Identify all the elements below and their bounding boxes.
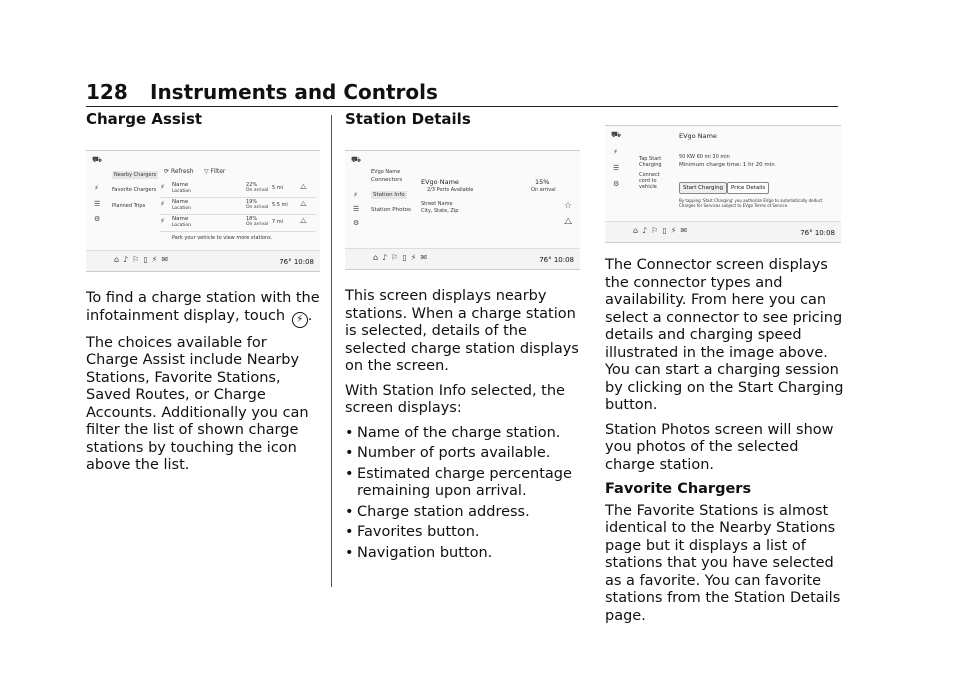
section-title: Instruments and Controls <box>150 80 438 104</box>
connector-screenshot <box>605 125 841 243</box>
street-address: Street Name <box>421 201 453 207</box>
navigate-icon[interactable]: ⧍ <box>300 217 307 225</box>
filter-button[interactable]: ▽ Filter <box>204 168 226 175</box>
settings-icon: ⚙ <box>353 219 360 227</box>
navigate-icon[interactable]: ⧍ <box>564 217 573 227</box>
charge-percent: 15% <box>535 178 550 186</box>
list-icon: ☰ <box>94 200 101 208</box>
station-row[interactable] <box>160 198 316 215</box>
station-details-para1: This screen displays nearby stations. When a charge station is selected, details of the selected charge station displays on the screen. <box>345 288 579 374</box>
temp-time-readout: 76° 10:08 <box>800 229 835 237</box>
charge-station-icon: ⚡ <box>160 183 165 191</box>
station-name: EVgo Name <box>421 178 459 186</box>
option-connect-cord[interactable]: Connect cord to vehicle <box>639 172 660 190</box>
station-location: Location <box>172 206 192 211</box>
bottom-nav-icons[interactable]: ⌂♪⚐▯⚡✉ <box>633 226 692 235</box>
charge-station-icon: ⚡ <box>160 200 165 208</box>
tab-station-info[interactable]: Station Info <box>373 192 405 198</box>
list-icon: ☰ <box>353 205 360 213</box>
column-connectors <box>605 110 845 632</box>
charge-icon: ⚡ <box>613 148 618 156</box>
intro-period: . <box>307 307 313 324</box>
arrival-label: On arrival <box>531 187 556 193</box>
tab-connectors[interactable]: Connectors <box>371 177 403 183</box>
station-details-heading: Station Details <box>345 110 471 128</box>
station-location: Location <box>172 189 192 194</box>
list-item: • Charge station address. <box>345 504 580 522</box>
column-charge-assist <box>86 110 320 482</box>
station-distance: 5.5 mi <box>272 202 288 208</box>
status-bar <box>86 250 320 271</box>
station-name: Name <box>172 199 189 205</box>
city-state-zip: City, State, Zip <box>421 208 459 214</box>
page-header <box>86 80 838 107</box>
list-item: • Navigation button. <box>345 545 580 563</box>
connector-para1: The Connector screen displays the connector types and availability. From here you can select a connector to see pricing details and charging speed illustrated in the image above. You can start a charging session by clicking on the Start Charging button. <box>605 257 844 413</box>
legal-notice: By tapping 'Start Charging' you authorize EVgo to automatically deduct Charges for Services subject to EVgo Terms of Service. <box>679 198 823 208</box>
car-icon: ⛟ <box>92 155 103 164</box>
charge-assist-heading: Charge Assist <box>86 110 203 128</box>
park-notice: Park your vehicle to view more stations. <box>172 235 273 241</box>
tab-favorite-chargers[interactable]: Favorite Chargers <box>112 187 157 193</box>
navigate-icon[interactable]: ⧍ <box>300 200 307 208</box>
charge-station-icon: ⚡ <box>160 217 165 225</box>
list-item: • Favorites button. <box>345 524 580 542</box>
connector-para2: Station Photos screen will show you photos of the selected charge station. <box>605 421 834 473</box>
list-item: • Estimated charge percentage remaining upon arrival. <box>345 466 580 501</box>
list-item: • Name of the charge station. <box>345 425 580 443</box>
charge-icon: ⚡ <box>353 191 358 199</box>
start-charging-button[interactable]: Start Charging <box>679 182 727 194</box>
station-name: Name <box>172 182 189 188</box>
station-details-para2: With Station Info selected, the screen displays: <box>345 382 565 416</box>
station-percent: 18% <box>246 216 258 222</box>
charge-assist-choices: The choices available for Charge Assist include Nearby Stations, Favorite Stations, Saved Routes, or Charge Accounts. Additionally you can filter the list of shown charge stations by touching the icon above the list. <box>86 334 309 473</box>
station-location: Location <box>172 223 192 228</box>
page-number: 128 <box>86 80 128 104</box>
favorite-star-icon[interactable]: ☆ <box>564 201 573 211</box>
settings-icon: ⚙ <box>94 215 101 223</box>
ports-available: 2/3 Ports Available <box>427 187 474 193</box>
station-distance: 5 mi <box>272 185 284 191</box>
station-arrival: On arrival <box>246 205 269 210</box>
intro-text: To find a charge station with the infotainment display, touch <box>86 290 320 324</box>
charge-icon: ⚡ <box>94 184 99 192</box>
car-icon: ⛟ <box>611 130 622 139</box>
temp-time-readout: 76° 10:08 <box>279 258 314 266</box>
bottom-nav-icons[interactable]: ⌂♪⚐▯⚡✉ <box>114 255 173 264</box>
station-arrival: On arrival <box>246 222 269 227</box>
connector-specs: 50 KW 60 mi 30 min <box>679 154 730 160</box>
refresh-button[interactable]: ⟳ Refresh <box>164 168 194 175</box>
refresh-label: Refresh <box>170 168 194 175</box>
tab-nearby-chargers[interactable]: Nearby Chargers <box>114 172 157 178</box>
column-station-details <box>345 110 580 565</box>
car-icon: ⛟ <box>351 155 362 164</box>
status-bar <box>345 248 580 269</box>
bottom-nav-icons[interactable]: ⌂♪⚐▯⚡✉ <box>373 253 432 262</box>
tab-station-photos[interactable]: Station Photos <box>371 207 411 213</box>
filter-label: Filter <box>210 168 226 175</box>
settings-icon: ⚙ <box>613 180 620 188</box>
favorite-chargers-para: The Favorite Stations is almost identical to the Nearby Stations page but it displays a list of stations that you have selected as a favorite. You can favorite stations from the Station Details page. <box>605 502 841 624</box>
charge-assist-screenshot <box>86 150 320 272</box>
station-details-screenshot <box>345 150 580 270</box>
tab-planned-trips[interactable]: Planned Trips <box>112 203 146 209</box>
station-row[interactable] <box>160 215 316 232</box>
price-details-button[interactable]: Price Details <box>727 182 769 194</box>
station-row[interactable] <box>160 181 316 198</box>
station-distance: 7 mi <box>272 219 284 225</box>
station-info-list <box>345 425 580 563</box>
column-divider <box>331 115 332 587</box>
network-name: EVgo Name <box>371 169 401 175</box>
station-percent: 22% <box>246 182 258 188</box>
favorite-chargers-heading: Favorite Chargers <box>605 481 752 497</box>
charge-assist-icon: ⚡ <box>292 312 308 328</box>
station-arrival: On arrival <box>246 188 269 193</box>
navigate-icon[interactable]: ⧍ <box>300 183 307 191</box>
connector-title: EVgo Name <box>679 132 717 140</box>
station-percent: 19% <box>246 199 258 205</box>
minimum-charge-time: Minimum charge time: 1 hr 20 min <box>679 162 775 168</box>
list-item: • Number of ports available. <box>345 445 580 463</box>
list-icon: ☰ <box>613 164 620 172</box>
option-start-charging[interactable]: Tap Start Charging <box>639 156 662 168</box>
status-bar <box>605 221 841 242</box>
station-name: Name <box>172 216 189 222</box>
charge-assist-intro <box>86 290 320 328</box>
temp-time-readout: 76° 10:08 <box>539 256 574 264</box>
